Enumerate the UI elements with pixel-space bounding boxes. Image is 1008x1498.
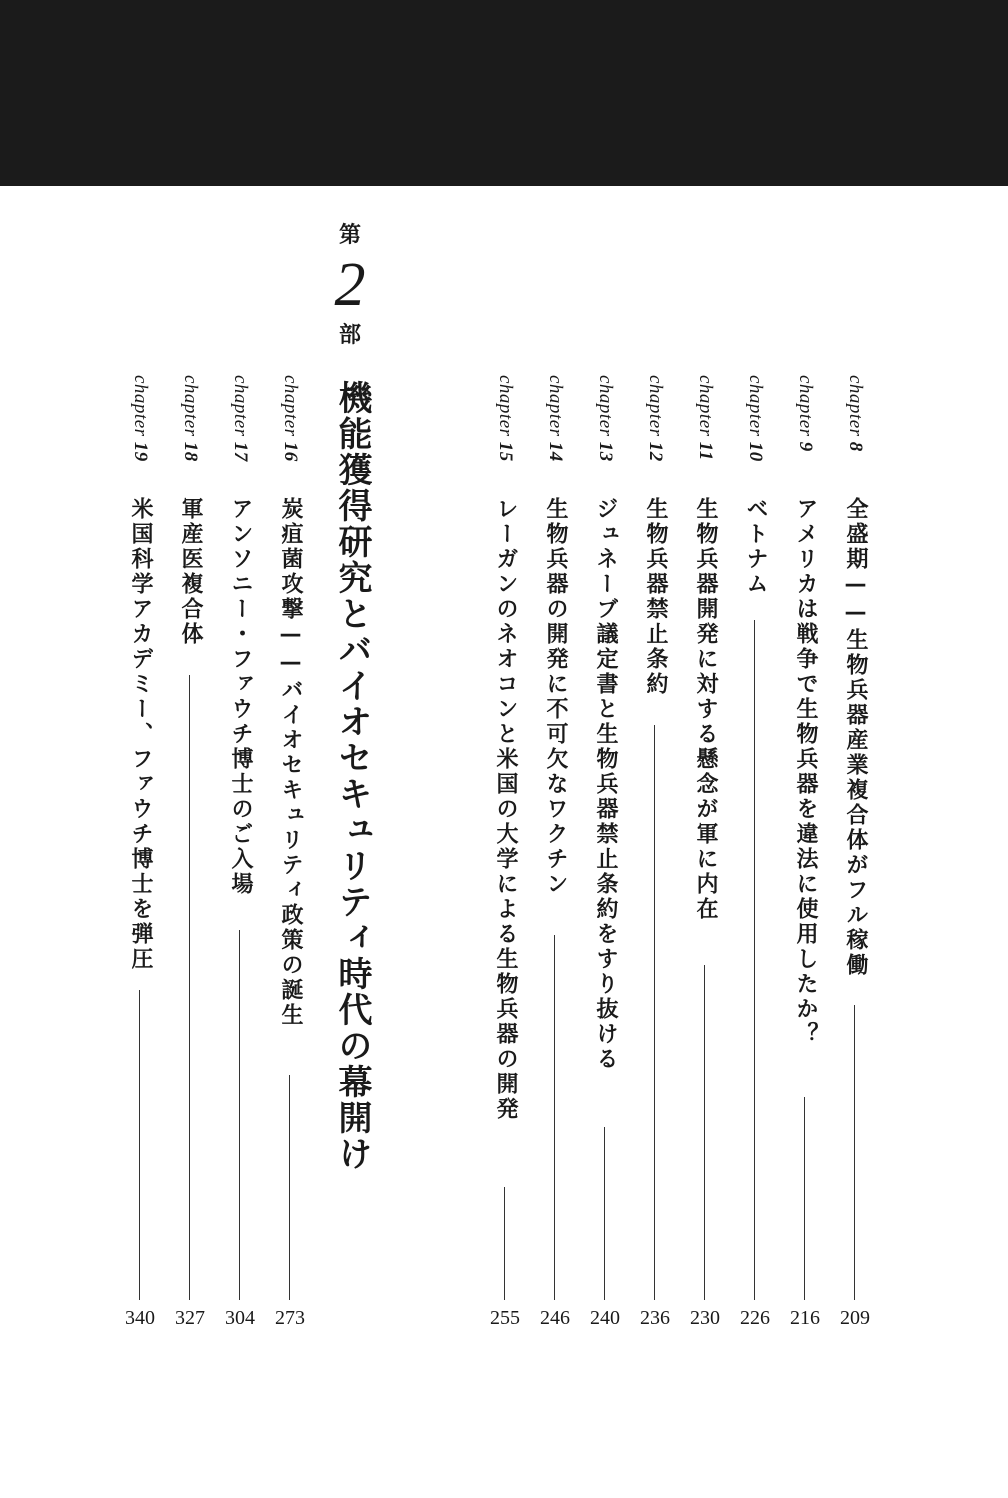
leader-line xyxy=(289,1075,290,1300)
page-number: 240 xyxy=(590,1307,620,1329)
chapter-title: 米国科学アカデミー、ファウチ博士を弾圧 xyxy=(128,497,153,972)
page-number: 230 xyxy=(690,1307,720,1329)
page-number: 327 xyxy=(175,1307,205,1329)
chapter-label: chapter 19 xyxy=(130,375,151,462)
page-number: 209 xyxy=(840,1307,870,1329)
leader-line xyxy=(754,620,755,1300)
chapter-title: アメリカは戦争で生物兵器を違法に使用したか？ xyxy=(793,497,818,1047)
chapter-title: 生物兵器の開発に不可欠なワクチン xyxy=(543,497,568,897)
part-number: 2 xyxy=(334,251,366,319)
chapter-label: chapter 11 xyxy=(695,375,716,461)
page-number: 216 xyxy=(790,1307,820,1329)
leader-line xyxy=(704,965,705,1300)
page-number: 340 xyxy=(125,1307,155,1329)
page-number: 246 xyxy=(540,1307,570,1329)
part-prefix: 第 xyxy=(338,222,361,248)
toc-entry-chapter-10[interactable] xyxy=(740,375,770,1330)
toc-entry-chapter-13[interactable] xyxy=(590,375,620,1330)
page-number: 236 xyxy=(640,1307,670,1329)
leader-line xyxy=(554,935,555,1300)
toc-entry-chapter-16[interactable] xyxy=(275,375,305,1330)
leader-line xyxy=(654,725,655,1300)
chapter-label: chapter 10 xyxy=(745,375,766,462)
chapter-label: chapter 17 xyxy=(230,375,251,462)
leader-line xyxy=(854,1005,855,1300)
chapter-label: chapter 15 xyxy=(495,375,516,462)
chapter-label: chapter 18 xyxy=(180,375,201,462)
toc-entry-chapter-15[interactable] xyxy=(490,375,520,1330)
toc-entry-chapter-9[interactable] xyxy=(790,375,820,1330)
toc-entry-chapter-12[interactable] xyxy=(640,375,670,1330)
chapter-title: レーガンのネオコンと米国の大学による生物兵器の開発 xyxy=(493,497,518,1122)
part-suffix: 部 xyxy=(338,322,361,348)
leader-line xyxy=(239,930,240,1300)
leader-line xyxy=(189,675,190,1300)
part-heading xyxy=(320,222,380,362)
chapter-title: 生物兵器開発に対する懸念が軍に内在 xyxy=(693,497,718,922)
chapter-label: chapter 13 xyxy=(595,375,616,462)
leader-line xyxy=(804,1097,805,1300)
toc-entry-chapter-14[interactable] xyxy=(540,375,570,1330)
chapter-title: ジュネーブ議定書と生物兵器禁止条約をすり抜ける xyxy=(593,497,618,1072)
header-band xyxy=(0,0,1008,186)
leader-line xyxy=(139,990,140,1300)
toc-entry-chapter-19[interactable] xyxy=(125,375,155,1330)
chapter-title: アンソニー・ファウチ博士のご入場 xyxy=(228,497,253,897)
chapter-title: ベトナム xyxy=(743,497,768,597)
page-number: 255 xyxy=(490,1307,520,1329)
chapter-title: 全盛期——生物兵器産業複合体がフル稼働 xyxy=(843,497,868,978)
leader-line xyxy=(604,1127,605,1300)
chapter-title: 炭疽菌攻撃——バイオセキュリティ政策の誕生 xyxy=(278,497,303,1028)
toc-entry-chapter-11[interactable] xyxy=(690,375,720,1330)
toc-entry-chapter-18[interactable] xyxy=(175,375,205,1330)
page-number: 273 xyxy=(275,1307,305,1329)
chapter-label: chapter 9 xyxy=(795,375,816,452)
chapter-label: chapter 16 xyxy=(280,375,301,462)
toc-entry-chapter-8[interactable] xyxy=(840,375,870,1330)
page-number: 226 xyxy=(740,1307,770,1329)
part-title: 機能獲得研究とバイオセキュリティ時代の幕開け xyxy=(332,380,372,1172)
chapter-label: chapter 8 xyxy=(845,375,866,452)
toc-entry-chapter-17[interactable] xyxy=(225,375,255,1330)
chapter-title: 生物兵器禁止条約 xyxy=(643,497,668,697)
page-number: 304 xyxy=(225,1307,255,1329)
leader-line xyxy=(504,1187,505,1300)
chapter-title: 軍産医複合体 xyxy=(178,497,203,647)
chapter-label: chapter 14 xyxy=(545,375,566,462)
chapter-label: chapter 12 xyxy=(645,375,666,462)
